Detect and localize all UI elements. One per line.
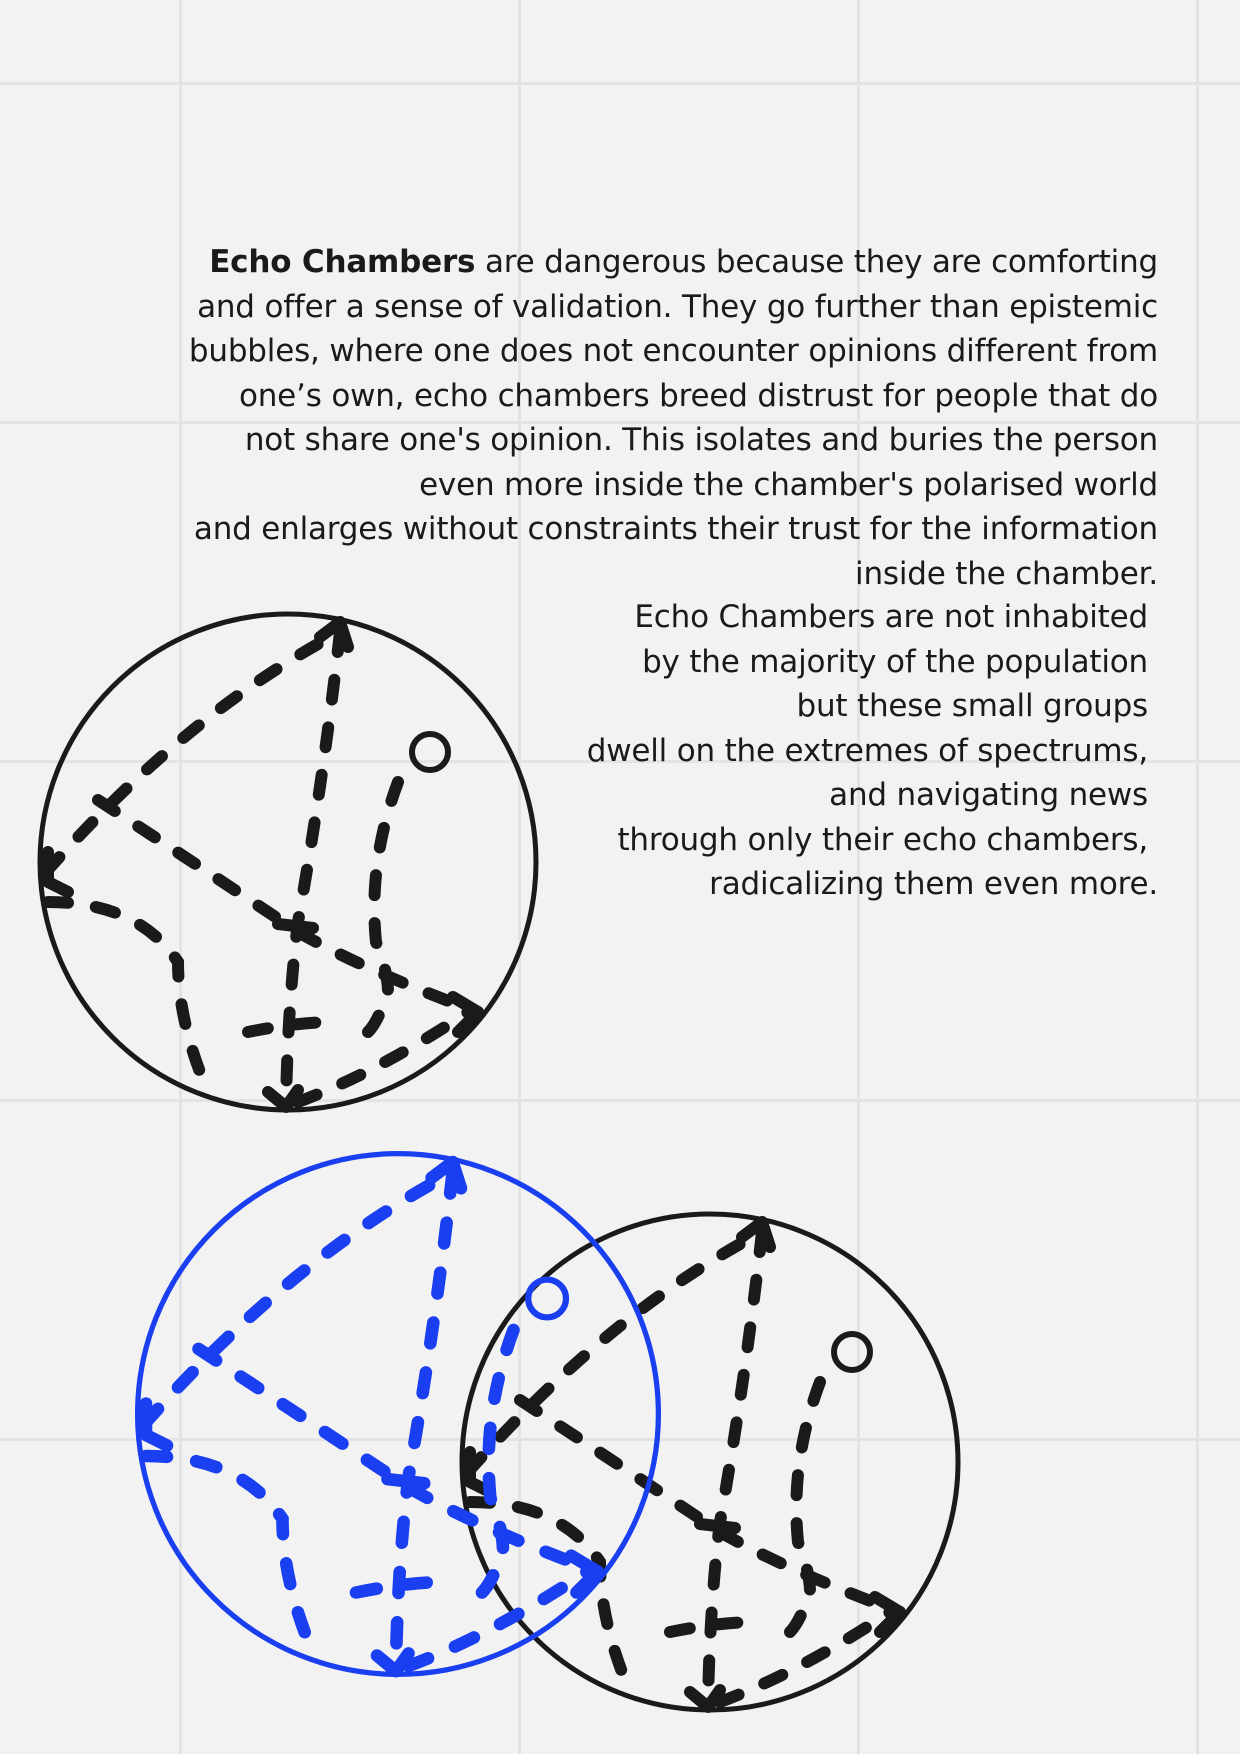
intro-line-1-rest: are dangerous because they are comforting	[475, 244, 1158, 280]
intro-line-8: inside the chamber.	[855, 555, 1158, 592]
top-echo-chamber	[40, 614, 536, 1110]
intro-line-4: one’s own, echo chambers breed distrust for people that do	[238, 377, 1158, 414]
second-line-2: by the majority of the population	[642, 643, 1148, 680]
intro-line-7: and enlarges without constraints their trust for the information	[193, 511, 1158, 547]
second-line-4: dwell on the extremes of spectrums,	[586, 732, 1148, 769]
intro-line-3: bubbles, where one does not encounter opinions different from	[188, 333, 1158, 369]
second-line-3: but these small groups	[796, 688, 1148, 724]
intro-line-5: not share one's opinion. This isolates and buries the person	[244, 422, 1158, 458]
intro-line-2: and offer a sense of validation. They go further than epistemic	[197, 288, 1158, 325]
blue-echo-chamber	[138, 1154, 659, 1675]
intro-line-6: even more inside the chamber's polarised world	[419, 466, 1158, 503]
second-line-1: Echo Chambers are not inhabited	[634, 599, 1148, 635]
second-line-6: through only their echo chambers,	[617, 821, 1148, 858]
second-line-7: radicalizing them even more.	[709, 866, 1158, 902]
second-line-5: and navigating news	[829, 777, 1148, 813]
echo-chambers-term: Echo Chambers	[209, 244, 476, 280]
